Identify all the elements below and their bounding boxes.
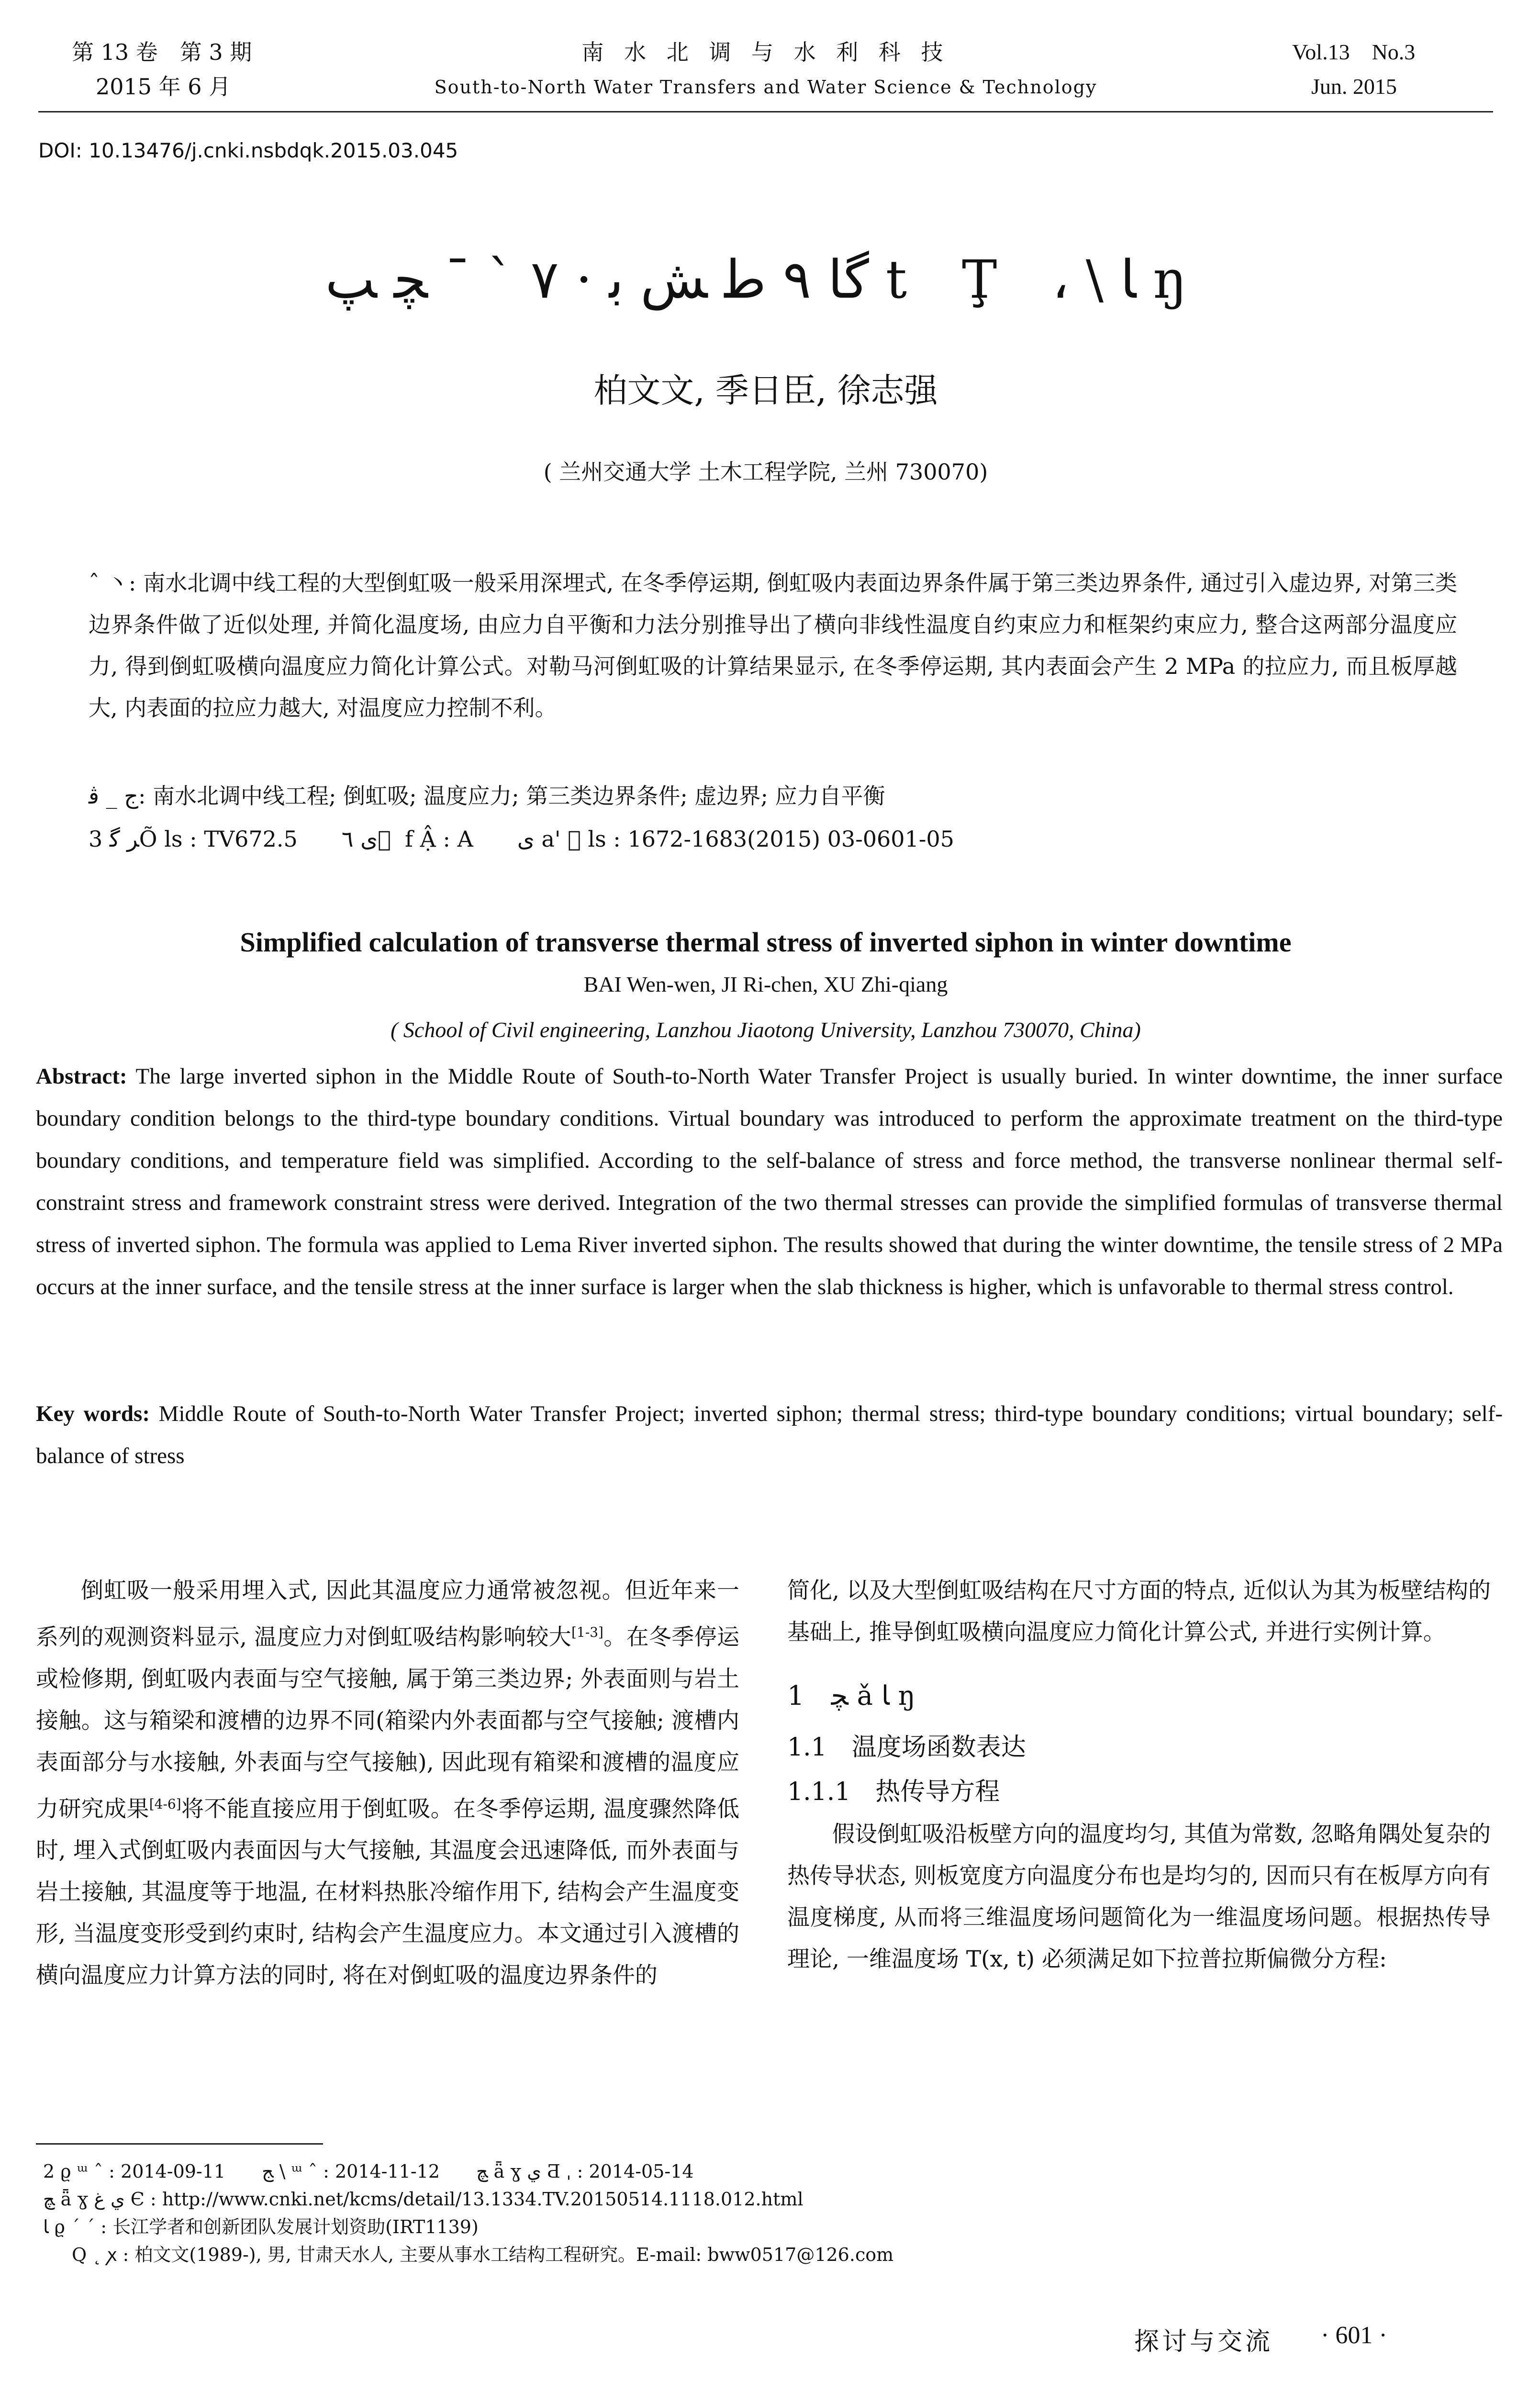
right-col-intro-cont: 简化, 以及大型倒虹吸结构在尺寸方面的特点, 近似认为其为板壁结构的基础上, 推导倒虹吸横向温度应力简化计算公式, 并进行实例计算。 (787, 1577, 1491, 1645)
page-number: · 601 · (1321, 2322, 1387, 2349)
abstract-en-label: Abstract: (36, 1064, 127, 1089)
footnote-author: Q ˛ ꭗ : 柏文文(1989-), 男, 甘肃天水人, 主要从事水工结构工程研究。E-mail: bww0517@126.com (72, 2244, 894, 2265)
intro-paragraph (36, 1570, 739, 1996)
affiliation-cn: ( 兰州交通大学 土木工程学院, 兰州 730070) (543, 459, 988, 485)
keywords-en-label: Key words: (36, 1401, 150, 1426)
title-en: Simplified calculation of transverse thermal stress of inverted siphon in winter downtime (240, 927, 1292, 958)
body-right-column (787, 1570, 1491, 1980)
citation-1-3: [1-3] (571, 1624, 603, 1640)
keywords-en (36, 1393, 1503, 1477)
authors-cn: 柏文文, 季日臣, 徐志强 (593, 371, 938, 410)
abstract-cn-label: ˆ 丶 (89, 570, 129, 596)
abstract-cn (89, 562, 1457, 729)
header-date-cn: 2015 年 6 月 (96, 74, 231, 100)
intro-text-c: 将不能直接应用于倒虹吸。在冬季停运期, 温度骤然降低时, 埋入式倒虹吸内表面因与大气接触, 其温度会迅速降低, 而外表面与岩土接触, 其温度等于地温, 在材料热胀冷缩作用下, 结构会产生温度变形, 当温度变形受到约束时, 结构会产生温度应力。本文通过引入渡槽的横向温度应力计算方法的同时, 将在对倒虹吸的温度边界条件的 (36, 1796, 739, 1989)
authors-en: BAI Wen-wen, JI Ri-chen, XU Zhi-qiang (583, 972, 948, 996)
section-1-heading: 1 ﭽ ǎ ﺎ ŋ (787, 1680, 915, 1711)
affiliation-en: ( School of Civil engineering, Lanzhou Jiaotong University, Lanzhou 730070, China) (391, 1018, 1141, 1042)
header-vol-cn: 第 13 卷 第 3 期 (72, 39, 252, 65)
header-journal-en: South-to-North Water Transfers and Water Science & Technology (434, 77, 1097, 98)
keywords-cn (89, 775, 1457, 817)
header-date-en: Jun. 2015 (1311, 74, 1397, 99)
footnote-url: ﭻ ǟ ɣ ﻱ ﻍ Є : http://www.cnki.net/kcms/detail/13.1334.TV.20150514.1118.012.html (43, 2189, 803, 2210)
intro-text-b: 。在冬季停运或检修期, 倒虹吸内表面与空气接触, 属于第三类边界; 外表面则与岩土接触。这与箱梁和渡槽的边界不同(箱梁内外表面都与空气接触; 渡槽内表面部分与水接触, 外表面与空气接触), 因此现有箱梁和渡槽的温度应力研究成果 (36, 1624, 740, 1823)
title-cn: ﮔﺎ ٩ ﻃ ﺶ ﺑ · ٧ ` ¯ ﭽ ﭗ t Ţ ، \ ﺎ ŋ (325, 249, 1206, 310)
classification-line: 3 ﺮ ﮔÕ ls : TV672.5 ﻯ ٦ ⃞ f Ậ : A ﻯ a' ⃞ ls : 1672-1683(2015) 03-0601-05 (89, 826, 954, 852)
keywords-en-text: Middle Route of South-to-North Water Transfer Project; inverted siphon; thermal stress; third-type boundary conditions; virtual boundary; self-balance of stress (36, 1401, 1503, 1468)
section-1-1-heading: 1.1 温度场函数表达 (787, 1733, 1026, 1762)
header-vol-en: Vol.13 No.3 (1292, 40, 1416, 64)
footnote-rule (36, 2143, 323, 2145)
body-left-column (36, 1570, 739, 1996)
intro-text-a: 倒虹吸一般采用埋入式, 因此其温度应力通常被忽视。但近年来一系列的观测资料显示, 温度应力对倒虹吸结构影响较大 (36, 1577, 739, 1651)
citation-4-6: [4-6] (149, 1796, 181, 1812)
abstract-cn-text: : 南水北调中线工程的大型倒虹吸一般采用深埋式, 在冬季停运期, 倒虹吸内表面边界条件属于第三类边界条件, 通过引入虚边界, 对第三类边界条件做了近似处理, 并简化温度场, 由应力自平衡和力法分别推导出了横向非线性温度自约束应力和框架约束应力, 整合这两部分温度应力, 得到倒虹吸横向温度应力简化计算公式。对勒马河倒虹吸的计算结果显示, 在冬季停运期, 其内表面会产生 2 MPa 的拉应力, 而且板厚越大, 内表面的拉应力越大, 对温度应力控制不利。 (89, 570, 1457, 721)
abstract-en-text: The large inverted siphon in the Middle Route of South-to-North Water Transfer Project is usually buried. In winter downtime, the inner surface boundary condition belongs to the third-type boundary conditions. Virtual boundary was introduced to perform the approximate treatment on the third-type boundary conditions, and temperature field was simplified. According to the self-balance of stress and force method, the transverse nonlinear thermal self-constraint stress and framework constraint stress were derived. Integration of the two thermal stresses can provide the simplified formulas of transverse thermal stress of inverted siphon. The formula was applied to Lema River inverted siphon. The results showed that during the winter downtime, the tensile stress of 2 MPa occurs at the inner surface, and the tensile stress at the inner surface is larger when the slab thickness is higher, which is unfavorable to thermal stress control. (36, 1064, 1503, 1299)
footnote-funding: ﺎ ϱ ˊ ˊ : 长江学者和创新团队发展计划资助(IRT1139) (43, 2216, 479, 2237)
abstract-en (36, 1055, 1503, 1308)
heat-conduction-paragraph: 假设倒虹吸沿板壁方向的温度均匀, 其值为常数, 忽略角隅处复杂的热传导状态, 则板宽度方向温度分布也是均匀的, 因而只有在板厚方向有温度梯度, 从而将三维温度场问题简化为一维温度场问题。根据热传导理论, 一维温度场 T(x, t) 必须满足如下拉普拉斯偏微分方程: (787, 1821, 1491, 1972)
footnote-dates: 2 ϱ ᵚ ˆ : 2014-09-11 ﺞ \ ᵚ ˆ : 2014-11-12 ﭻ ǟ ɣ ﻱ Ƌ ˌ : 2014-05-14 (43, 2161, 694, 2182)
header-rule (38, 111, 1493, 112)
section-1-1-1-heading: 1.1.1 热传导方程 (787, 1778, 1000, 1806)
footer-section: 探讨与交流 (1134, 2327, 1273, 2356)
keywords-cn-label: ﺝ _ ﭬ (89, 783, 138, 809)
keywords-cn-text: : 南水北调中线工程; 倒虹吸; 温度应力; 第三类边界条件; 虚边界; 应力自平衡 (138, 783, 885, 809)
header-journal-cn: 南 水 北 调 与 水 利 科 技 (581, 39, 950, 65)
doi: DOI: 10.13476/j.cnki.nsbdqk.2015.03.045 (38, 139, 458, 162)
